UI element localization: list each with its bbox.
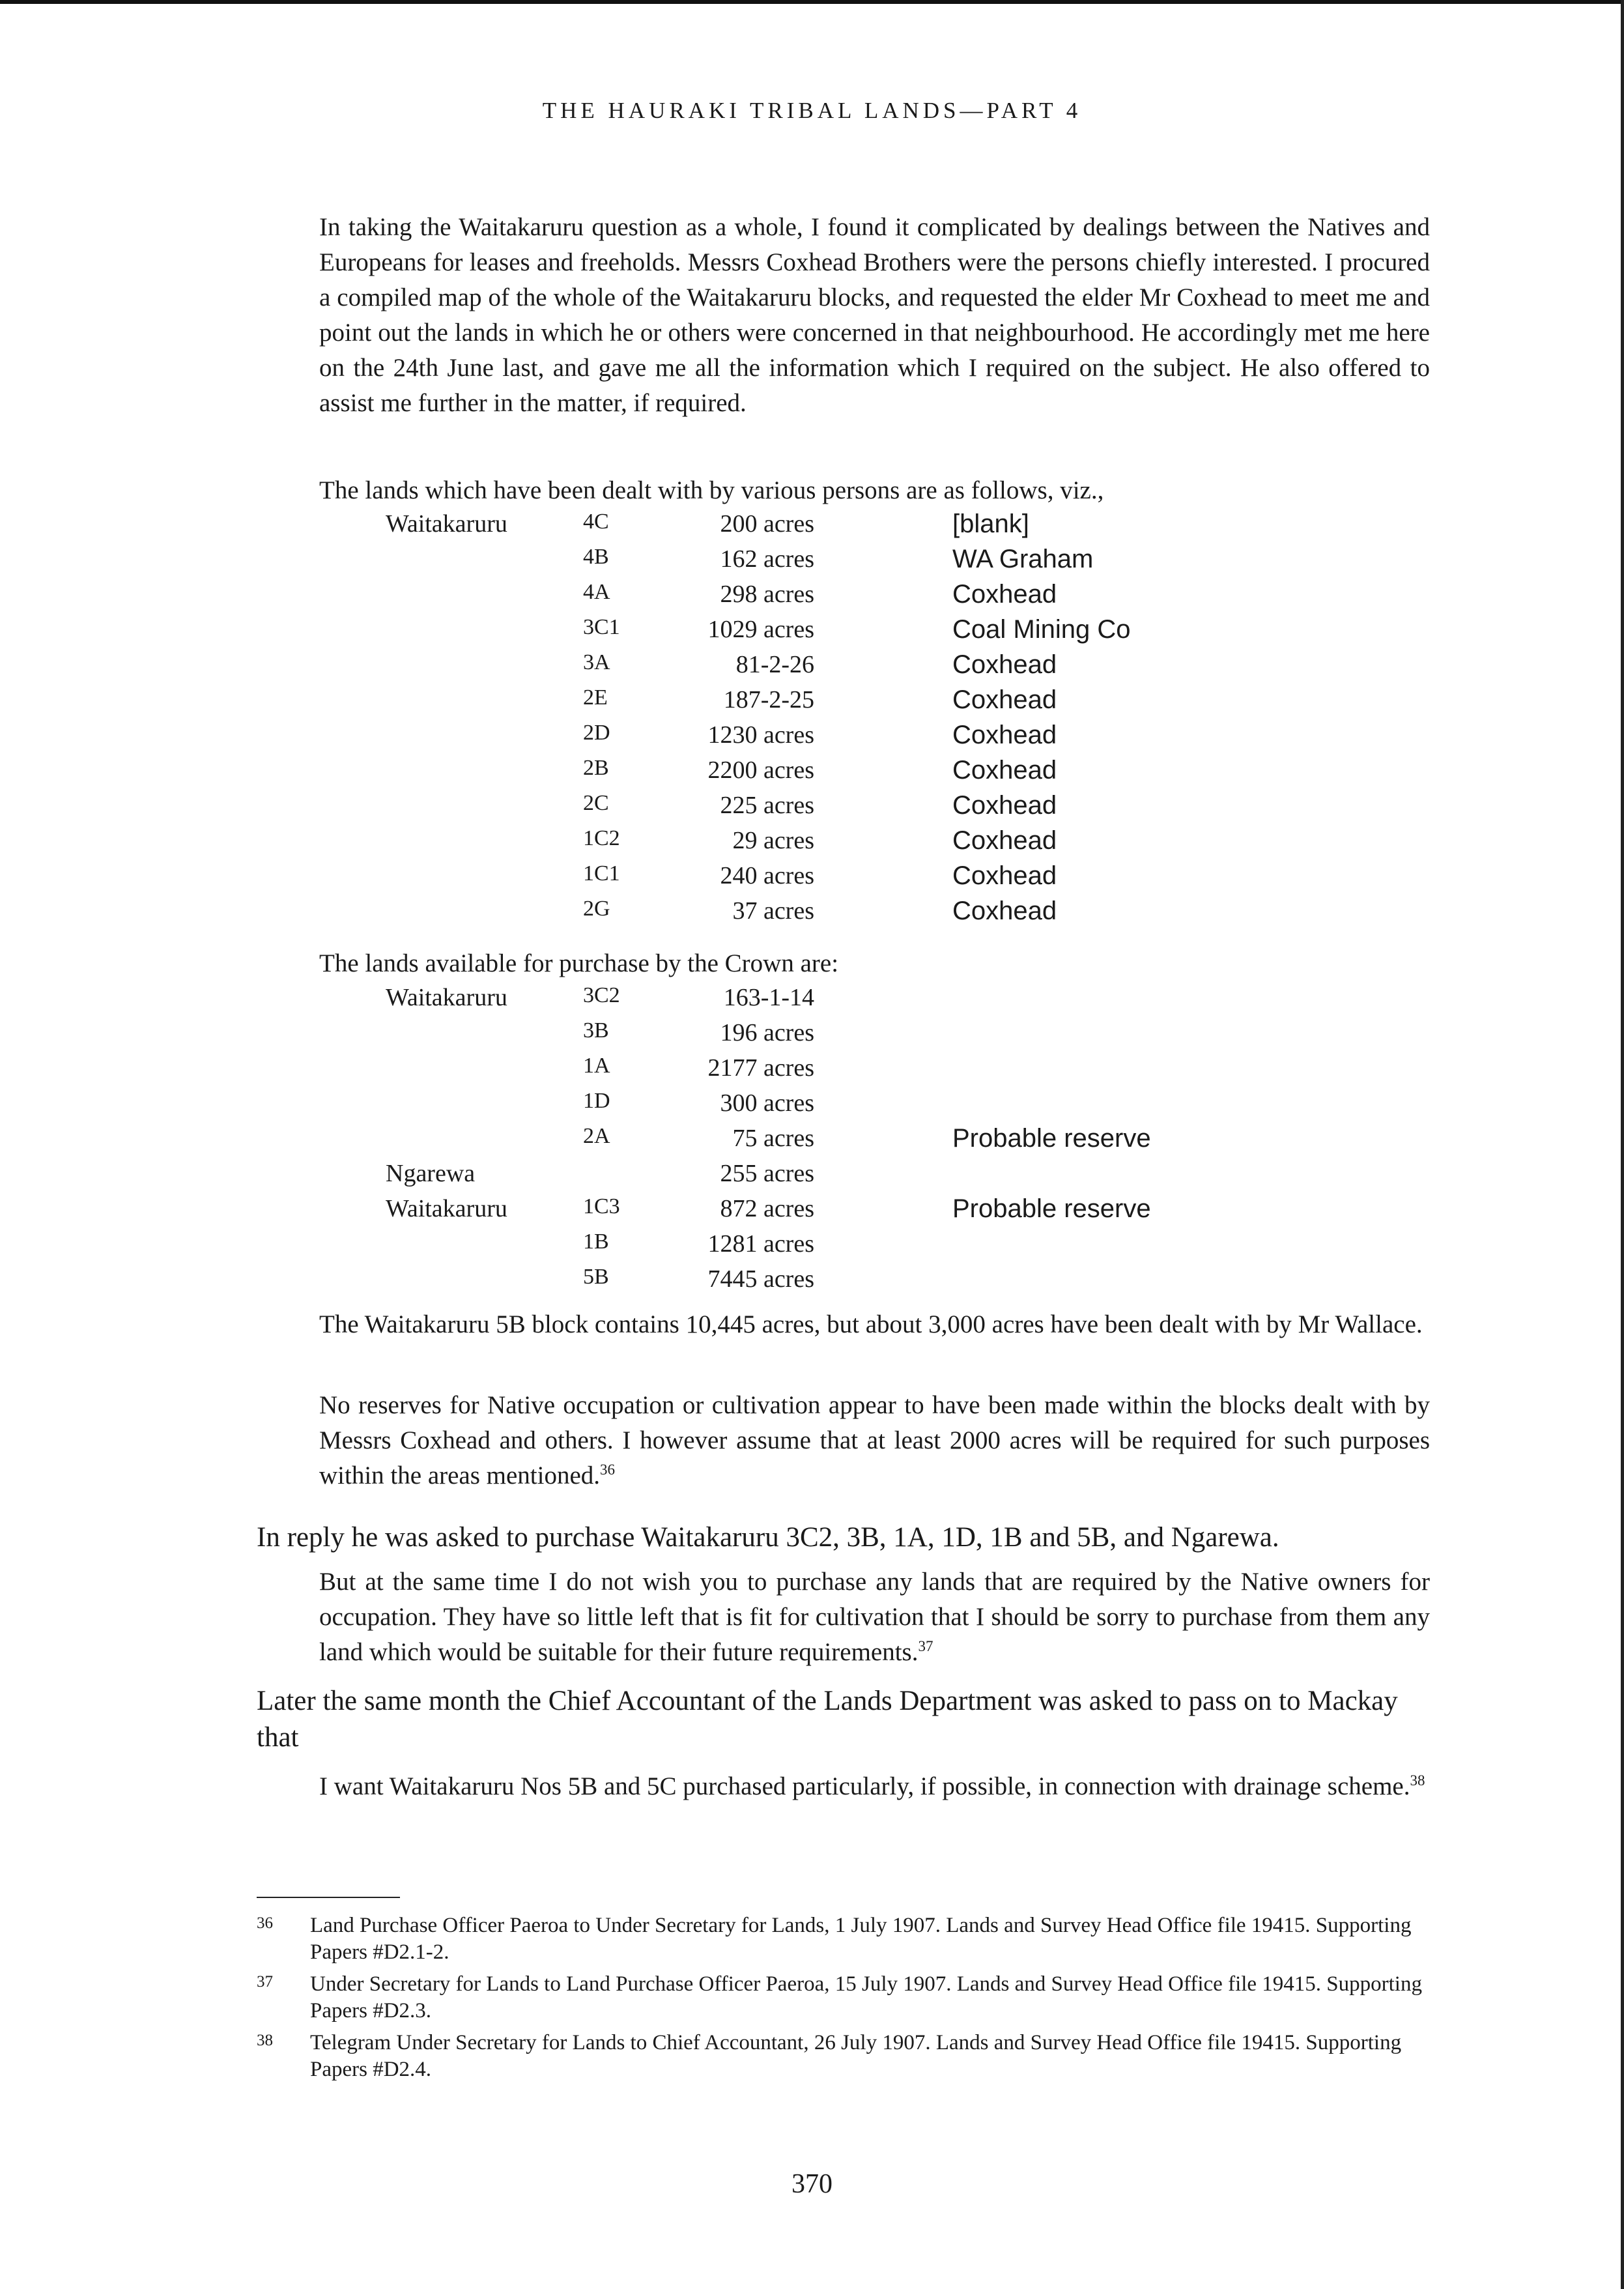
- footnote-ref-36: 36: [600, 1461, 616, 1478]
- quote-paragraph-3: [319, 1769, 1430, 1804]
- note-cell: Coxhead: [952, 861, 1057, 890]
- footnote-text: Land Purchase Officer Paeroa to Under Secretary for Lands, 1 July 1907. Lands and Survey Head Office file 19415. Supporting Papers #D2.1-2.: [310, 1914, 1412, 1964]
- table-row: [0, 1265, 1624, 1300]
- area-cell: 300 acres: [720, 1089, 814, 1117]
- table-row: [0, 1159, 1624, 1194]
- area-cell: 872 acres: [720, 1195, 814, 1222]
- area-cell: 225 acres: [720, 792, 814, 819]
- block-cell: 3C2: [583, 983, 620, 1007]
- note-cell: Probable reserve: [952, 1124, 1151, 1153]
- area-cell: 1281 acres: [707, 1230, 814, 1258]
- table-row: [0, 685, 1624, 721]
- running-header: THE HAURAKI TRIBAL LANDS—PART 4: [542, 98, 1082, 123]
- block-cell: 1C1: [583, 861, 620, 885]
- table-row: [0, 1230, 1624, 1265]
- footnote-text: Telegram Under Secretary for Lands to Chief Accountant, 26 July 1907. Lands and Survey Head Office file 19415. Supporting Papers #D2.4.: [310, 2031, 1402, 2081]
- quote-paragraph-2: [319, 1564, 1430, 1670]
- area-cell: 200 acres: [720, 510, 814, 538]
- reply-paragraph: In reply he was asked to purchase Waitakaruru 3C2, 3B, 1A, 1D, 1B and 5B, and Ngarewa.: [257, 1522, 1279, 1553]
- note-cell: Coxhead: [952, 650, 1057, 679]
- reserves-paragraph-text: No reserves for Native occupation or cultivation appear to have been made within the blocks dealt with by Messrs Coxhead and others. I however assume that at least 2000 acres will be required for such purposes within the areas mentioned.: [319, 1391, 1430, 1490]
- note-cell: Coxhead: [952, 897, 1057, 925]
- footnote-number: 37: [257, 1973, 273, 1991]
- block-cell: 2A: [583, 1124, 610, 1148]
- block-cell: 2G: [583, 897, 610, 921]
- footnote-number: 38: [257, 2032, 273, 2049]
- reserves-paragraph: [319, 1388, 1430, 1493]
- table-row: [0, 1018, 1624, 1054]
- table-row: [0, 983, 1624, 1018]
- note-cell: [blank]: [952, 510, 1029, 538]
- area-cell: 162 acres: [720, 545, 814, 573]
- table-row: [0, 1089, 1624, 1124]
- area-cell: 29 acres: [732, 827, 814, 854]
- table-row: [0, 650, 1624, 685]
- table-row: [0, 1124, 1624, 1159]
- block-cell: 2D: [583, 721, 610, 745]
- table-row: [0, 1054, 1624, 1089]
- table-row: [0, 545, 1624, 580]
- dealt-lands-intro: The lands which have been dealt with by various persons are as follows, viz.,: [319, 476, 1104, 504]
- block-cell: 1B: [583, 1230, 609, 1254]
- footnote-number: 36: [257, 1914, 273, 1932]
- place-cell: Waitakaruru: [386, 510, 507, 538]
- block-cell: 3C1: [583, 615, 620, 639]
- note-cell: Coxhead: [952, 580, 1057, 609]
- quote-3-text: I want Waitakaruru Nos 5B and 5C purchased particularly, if possible, in connection with drainage scheme.: [319, 1772, 1410, 1800]
- footnote-ref-38: 38: [1410, 1772, 1425, 1789]
- block-cell: 4A: [583, 580, 610, 604]
- page-number: 370: [791, 2169, 833, 2199]
- footnote-text: Under Secretary for Lands to Land Purchase Officer Paeroa, 15 July 1907. Lands and Survey Head Office file 19415. Supporting Papers #D2.3.: [310, 1972, 1422, 2023]
- quote-2-text: But at the same time I do not wish you to purchase any lands that are required by the Native owners for occupation. They have so little left that is fit for cultivation that I should be sorry to purchase from them any land which would be suitable for their future requirements.: [319, 1568, 1430, 1666]
- place-cell: Waitakaruru: [386, 1195, 507, 1222]
- table-row: [0, 1194, 1624, 1230]
- note-cell: Coxhead: [952, 685, 1057, 714]
- note-cell: Coxhead: [952, 721, 1057, 749]
- area-cell: 7445 acres: [707, 1265, 814, 1293]
- block-cell: 2C: [583, 791, 609, 815]
- block-cell: 5B: [583, 1265, 609, 1289]
- table-row: [0, 615, 1624, 650]
- table-row: [0, 580, 1624, 615]
- note-cell: Coxhead: [952, 756, 1057, 785]
- table-row: [0, 756, 1624, 791]
- area-cell: 255 acres: [720, 1160, 814, 1187]
- block-cell: 3A: [583, 650, 610, 674]
- table-row: [0, 721, 1624, 756]
- area-cell: 81-2-26: [735, 651, 814, 678]
- area-cell: 75 acres: [732, 1125, 814, 1152]
- area-cell: 163-1-14: [723, 984, 814, 1011]
- block-cell: 3B: [583, 1018, 609, 1043]
- place-cell: Waitakaruru: [386, 984, 507, 1011]
- block-cell: 2B: [583, 756, 609, 780]
- block-cell: 1C2: [583, 826, 620, 850]
- block-cell: 4C: [583, 510, 609, 534]
- footnote-ref-37: 37: [918, 1638, 933, 1654]
- opening-paragraph: In taking the Waitakaruru question as a whole, I found it complicated by dealings between the Natives and Europeans for leases and freeholds. Messrs Coxhead Brothers were the persons chiefly interested. I procured a compiled map of the whole of the Waitakaruru blocks, and requested the elder Mr Coxhead to meet me and point out the lands in which he or others were concerned in that neighbourhood. He accordingly met me here on the 24th June last, and gave me all the information which I required on the subject. He also offered to assist me further in the matter, if required.: [319, 213, 1430, 417]
- note-cell: WA Graham: [952, 545, 1094, 573]
- table-row: [0, 791, 1624, 826]
- block-cell: 1D: [583, 1089, 610, 1113]
- note-cell: Coxhead: [952, 826, 1057, 855]
- table-row: [0, 826, 1624, 861]
- area-cell: 1230 acres: [707, 721, 814, 749]
- footnote-rule: [257, 1897, 400, 1898]
- place-cell: Ngarewa: [386, 1160, 476, 1187]
- block-5b-paragraph: The Waitakaruru 5B block contains 10,445 acres, but about 3,000 acres have been dealt with by Mr Wallace.: [319, 1310, 1423, 1338]
- area-cell: 187-2-25: [723, 686, 814, 713]
- block-cell: 4B: [583, 545, 609, 569]
- block-cell: 2E: [583, 685, 608, 710]
- note-cell: Probable reserve: [952, 1194, 1151, 1223]
- area-cell: 196 acres: [720, 1019, 814, 1046]
- area-cell: 2200 acres: [707, 756, 814, 784]
- later-paragraph: Later the same month the Chief Accountant of the Lands Department was asked to pass on to Mackay that: [257, 1686, 1398, 1753]
- area-cell: 1029 acres: [707, 616, 814, 643]
- area-cell: 240 acres: [720, 862, 814, 889]
- table-row: [0, 510, 1624, 545]
- block-cell: 1C3: [583, 1194, 620, 1218]
- area-cell: 298 acres: [720, 581, 814, 608]
- area-cell: 2177 acres: [707, 1054, 814, 1082]
- page-top-rule: [0, 0, 1624, 4]
- block-cell: 1A: [583, 1054, 610, 1078]
- note-cell: Coal Mining Co: [952, 615, 1131, 644]
- table-row: [0, 897, 1624, 932]
- table-row: [0, 861, 1624, 897]
- area-cell: 37 acres: [732, 897, 814, 925]
- available-lands-intro: The lands available for purchase by the Crown are:: [319, 949, 839, 977]
- note-cell: Coxhead: [952, 791, 1057, 820]
